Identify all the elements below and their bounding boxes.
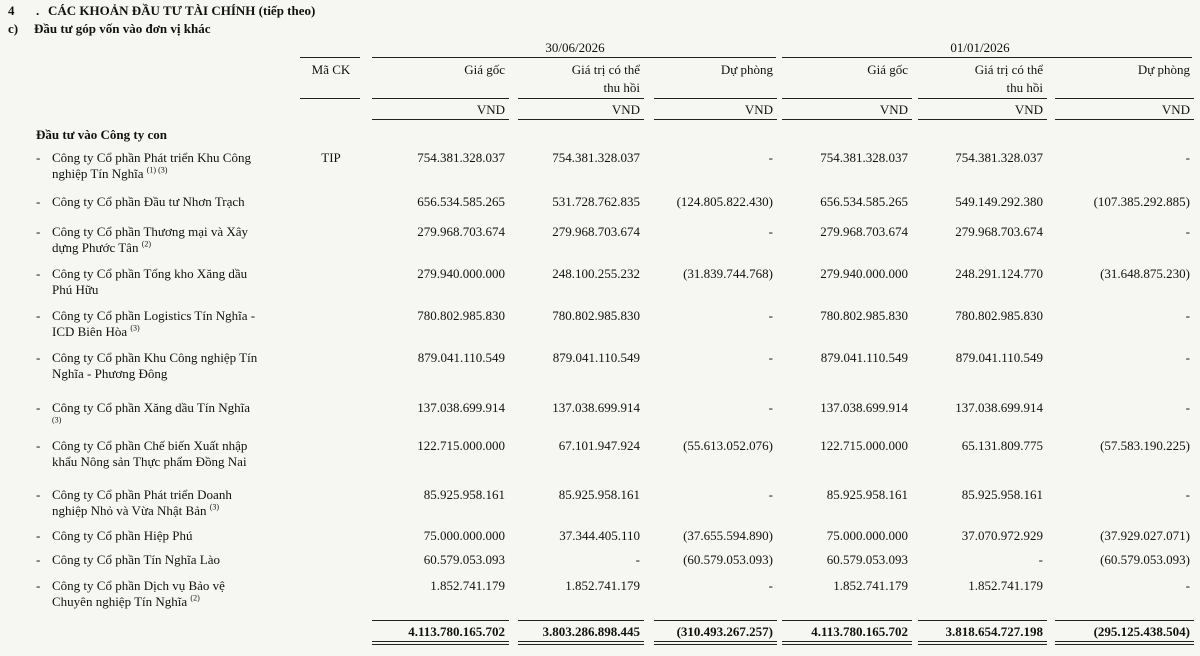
total-double-rule-2 [372, 644, 509, 645]
total-double-rule-1 [918, 641, 1047, 642]
cell-cost-b: 122.715.000.000 [820, 438, 908, 453]
cell-rec-a: 1.852.741.179 [565, 578, 640, 593]
cell-prov-b: (31.648.875.230) [1100, 266, 1190, 281]
total-double-rule-1 [372, 641, 509, 642]
row-bullet: - [36, 487, 41, 502]
cell-rec-a: 248.100.255.232 [552, 266, 640, 281]
cell-prov-b: (107.385.292.885) [1093, 194, 1190, 209]
col-ticker-header: Mã CK [311, 62, 351, 77]
row-bullet: - [36, 150, 41, 165]
cell-cost-b: 656.534.585.265 [820, 194, 908, 209]
total-double-rule-1 [518, 641, 644, 642]
cell-cost-a: 656.534.585.265 [417, 194, 505, 209]
row-ticker: TIP [321, 150, 341, 165]
row-name-line1: Công ty Cổ phần Xăng dầu Tín Nghĩa [52, 400, 250, 415]
row-name-line2 [52, 240, 151, 255]
total-top-rule [518, 620, 644, 621]
row-name-line2-text: nghiệp Nhỏ và Vừa Nhật Bản [52, 503, 207, 518]
total-cost-b: 4.113.780.165.702 [811, 624, 908, 639]
col-recoverable-prior-currency: VND [1014, 102, 1043, 117]
row-bullet: - [36, 224, 41, 239]
cell-cost-a: 279.940.000.000 [417, 266, 505, 281]
cell-cost-a: 754.381.328.037 [417, 150, 505, 165]
cell-cost-b: 279.968.703.674 [820, 224, 908, 239]
total-top-rule [372, 620, 509, 621]
group-title: Đầu tư vào Công ty con [36, 127, 167, 142]
cell-cost-b: 60.579.053.093 [826, 552, 908, 567]
row-name-line1: Công ty Cổ phần Hiệp Phú [52, 528, 193, 543]
row-bullet: - [36, 552, 41, 567]
row-bullet: - [36, 266, 41, 281]
cell-prov-b: - [1185, 150, 1190, 165]
row-name-line1: Công ty Cổ phần Chế biến Xuất nhập [52, 438, 248, 453]
cell-prov-a: - [768, 350, 773, 365]
row-name-line2-text: Nghĩa - Phương Đông [52, 366, 168, 381]
cell-cost-b: 879.041.110.549 [820, 350, 908, 365]
cell-cost-a: 85.925.958.161 [423, 487, 505, 502]
row-name-line2 [52, 282, 98, 297]
cell-rec-a: 780.802.985.830 [552, 308, 640, 323]
subsection-title: Đầu tư góp vốn vào đơn vị khác [34, 21, 211, 36]
cell-cost-b: 1.852.741.179 [833, 578, 908, 593]
col-provision-prior-currency-rule [1055, 119, 1194, 120]
section-number: 4 [8, 3, 15, 18]
cell-rec-b: 85.925.958.161 [961, 487, 1043, 502]
cell-rec-a: 879.041.110.549 [552, 350, 640, 365]
cell-prov-a: (31.839.744.768) [683, 266, 773, 281]
row-name-line2 [52, 166, 167, 181]
row-bullet: - [36, 578, 41, 593]
total-cost-a: 4.113.780.165.702 [408, 624, 505, 639]
section-title: CÁC KHOẢN ĐẦU TƯ TÀI CHÍNH (tiếp theo) [48, 3, 316, 18]
col-ticker-rule [300, 98, 360, 99]
row-name-line2 [52, 324, 140, 339]
cell-prov-a: (60.579.053.093) [683, 552, 773, 567]
cell-rec-a: 531.728.762.835 [552, 194, 640, 209]
cell-prov-a: - [768, 150, 773, 165]
row-name-line1: Công ty Cổ phần Tổng kho Xăng dầu [52, 266, 248, 281]
col-cost-current-rule [372, 98, 509, 99]
total-top-rule [1055, 620, 1194, 621]
row-name-line1: Công ty Cổ phần Tín Nghĩa Lào [52, 552, 221, 567]
col-recoverable-prior-currency-rule [918, 119, 1047, 120]
row-name-line1: Công ty Cổ phần Khu Công nghiệp Tín [52, 350, 258, 365]
col-provision-prior-header: Dự phòng [1137, 62, 1190, 77]
cell-rec-b: 1.852.741.179 [968, 578, 1043, 593]
section-number-dot: . [36, 3, 40, 18]
cell-rec-a: 85.925.958.161 [558, 487, 640, 502]
row-name-line2-text: Chuyên nghiệp Tín Nghĩa [52, 594, 188, 609]
col-provision-current-currency-rule [654, 119, 777, 120]
cell-rec-a: 137.038.699.914 [552, 400, 640, 415]
row-name-line2-text: Phú Hữu [52, 282, 99, 297]
cell-rec-b: 780.802.985.830 [955, 308, 1043, 323]
total-double-rule-2 [918, 644, 1047, 645]
cell-rec-b: 37.070.972.929 [961, 528, 1043, 543]
total-double-rule-2 [518, 644, 644, 645]
total-rec-b: 3.818.654.727.198 [945, 624, 1043, 639]
row-name-line2-text: khẩu Nông sản Thực phẩm Đồng Nai [52, 454, 247, 469]
row-name-line1: Công ty Cổ phần Phát triển Khu Công [52, 150, 251, 165]
period-header-current: 30/06/2026 [545, 40, 605, 55]
total-double-rule-1 [782, 641, 912, 642]
cell-cost-a: 122.715.000.000 [417, 438, 505, 453]
cell-rec-b: 754.381.328.037 [955, 150, 1043, 165]
col-recoverable-prior-rule [918, 98, 1047, 99]
cell-cost-a: 879.041.110.549 [417, 350, 505, 365]
col-cost-prior-rule [782, 98, 912, 99]
cell-rec-b: 137.038.699.914 [955, 400, 1043, 415]
row-name-line1: Công ty Cổ phần Phát triển Doanh [52, 487, 232, 502]
col-recoverable-current-currency-rule [518, 119, 644, 120]
row-name-line2-text: ICD Biên Hòa [52, 324, 128, 339]
row-bullet: - [36, 308, 41, 323]
cell-cost-b: 780.802.985.830 [820, 308, 908, 323]
cell-rec-b: - [1038, 552, 1043, 567]
cell-cost-b: 754.381.328.037 [820, 150, 908, 165]
row-note: (2) [141, 239, 152, 249]
row-name-line2 [52, 366, 167, 381]
row-bullet: - [36, 350, 41, 365]
total-prov-b: (295.125.438.504) [1093, 624, 1190, 639]
col-cost-current-currency: VND [476, 102, 505, 117]
cell-prov-b: - [1185, 578, 1190, 593]
row-note: (1) (3) [146, 165, 168, 175]
total-prov-a: (310.493.267.257) [676, 624, 773, 639]
row-name-line2-text: dựng Phước Tân [52, 240, 139, 255]
total-top-rule [654, 620, 777, 621]
row-note: (3) [130, 323, 140, 333]
cell-cost-b: 137.038.699.914 [820, 400, 908, 415]
cell-prov-b: - [1185, 308, 1190, 323]
total-double-rule-2 [782, 644, 912, 645]
cell-cost-a: 780.802.985.830 [417, 308, 505, 323]
cell-prov-b: (57.583.190.225) [1100, 438, 1190, 453]
col-provision-prior-currency: VND [1161, 102, 1190, 117]
cell-rec-a: 67.101.947.924 [558, 438, 640, 453]
total-top-rule [782, 620, 912, 621]
row-name-line2 [52, 503, 219, 518]
cell-cost-b: 279.940.000.000 [820, 266, 908, 281]
row-note: (3) [209, 502, 220, 512]
cell-rec-b: 879.041.110.549 [955, 350, 1043, 365]
cell-prov-b: - [1185, 224, 1190, 239]
cell-cost-b: 75.000.000.000 [826, 528, 908, 543]
cell-rec-a: 37.344.405.110 [559, 528, 640, 543]
col-recoverable-prior-header: Giá trị có thể [974, 62, 1043, 77]
cell-rec-b: 248.291.124.770 [955, 266, 1043, 281]
row-name-line2 [52, 594, 200, 609]
cell-prov-a: - [768, 400, 773, 415]
col-recoverable-current-currency: VND [611, 102, 640, 117]
total-double-rule-1 [1055, 641, 1194, 642]
cell-prov-b: (37.929.027.071) [1100, 528, 1190, 543]
total-top-rule [918, 620, 1047, 621]
row-bullet: - [36, 400, 41, 415]
row-bullet: - [36, 438, 41, 453]
col-recoverable-current-header-line2: thu hồi [603, 80, 640, 95]
row-name-line1: Công ty Cổ phần Đầu tư Nhơn Trạch [52, 194, 245, 209]
cell-rec-a: 754.381.328.037 [552, 150, 640, 165]
col-recoverable-current-header: Giá trị có thể [571, 62, 640, 77]
row-note: (3) [52, 415, 62, 425]
row-name-line2 [52, 416, 61, 431]
col-provision-current-currency: VND [744, 102, 773, 117]
row-name-line1: Công ty Cổ phần Dịch vụ Bảo vệ [52, 578, 225, 593]
period-header-prior: 01/01/2026 [950, 40, 1010, 55]
cell-cost-a: 60.579.053.093 [423, 552, 505, 567]
col-recoverable-prior-header-line2: thu hồi [1006, 80, 1043, 95]
row-name-line2 [52, 454, 247, 469]
col-cost-prior-currency-rule [782, 119, 912, 120]
cell-prov-a: (55.613.052.076) [683, 438, 773, 453]
cell-cost-b: 85.925.958.161 [826, 487, 908, 502]
cell-prov-a: - [768, 308, 773, 323]
total-double-rule-2 [1055, 644, 1194, 645]
cell-prov-a: (37.655.594.890) [683, 528, 773, 543]
cell-prov-a: - [768, 487, 773, 502]
cell-prov-b: - [1185, 487, 1190, 502]
total-double-rule-2 [654, 644, 777, 645]
cell-prov-a: (124.805.822.430) [676, 194, 773, 209]
cell-prov-b: - [1185, 350, 1190, 365]
row-bullet: - [36, 528, 41, 543]
cell-cost-a: 137.038.699.914 [417, 400, 505, 415]
cell-cost-a: 75.000.000.000 [423, 528, 505, 543]
col-cost-prior-header: Giá gốc [867, 62, 908, 77]
cell-rec-b: 279.968.703.674 [955, 224, 1043, 239]
cell-prov-a: - [768, 224, 773, 239]
cell-prov-b: - [1185, 400, 1190, 415]
col-cost-current-header: Giá gốc [464, 62, 505, 77]
col-recoverable-current-rule [518, 98, 644, 99]
cell-prov-b: (60.579.053.093) [1100, 552, 1190, 567]
col-cost-current-currency-rule [372, 119, 509, 120]
cell-cost-a: 279.968.703.674 [417, 224, 505, 239]
col-provision-current-rule [654, 98, 777, 99]
row-bullet: - [36, 194, 41, 209]
cell-rec-a: - [635, 552, 640, 567]
subsection-letter: c) [8, 21, 19, 36]
row-note: (2) [190, 593, 200, 603]
cell-rec-b: 65.131.809.775 [961, 438, 1043, 453]
row-name-line2-text: nghiệp Tín Nghĩa [52, 166, 144, 181]
col-provision-prior-rule [1055, 98, 1194, 99]
row-name-line1: Công ty Cổ phần Thương mại và Xây [52, 224, 249, 239]
total-double-rule-1 [654, 641, 777, 642]
col-cost-prior-currency: VND [879, 102, 908, 117]
ticker-header-rule [300, 57, 360, 58]
cell-rec-b: 549.149.292.380 [955, 194, 1043, 209]
col-provision-current-header: Dự phòng [720, 62, 773, 77]
row-name-line1: Công ty Cổ phần Logistics Tín Nghĩa - [52, 308, 256, 323]
period-rule-current [372, 57, 776, 58]
cell-prov-a: - [768, 578, 773, 593]
total-rec-a: 3.803.286.898.445 [542, 624, 640, 639]
cell-rec-a: 279.968.703.674 [552, 224, 640, 239]
cell-cost-a: 1.852.741.179 [430, 578, 505, 593]
period-rule-prior [782, 57, 1192, 58]
